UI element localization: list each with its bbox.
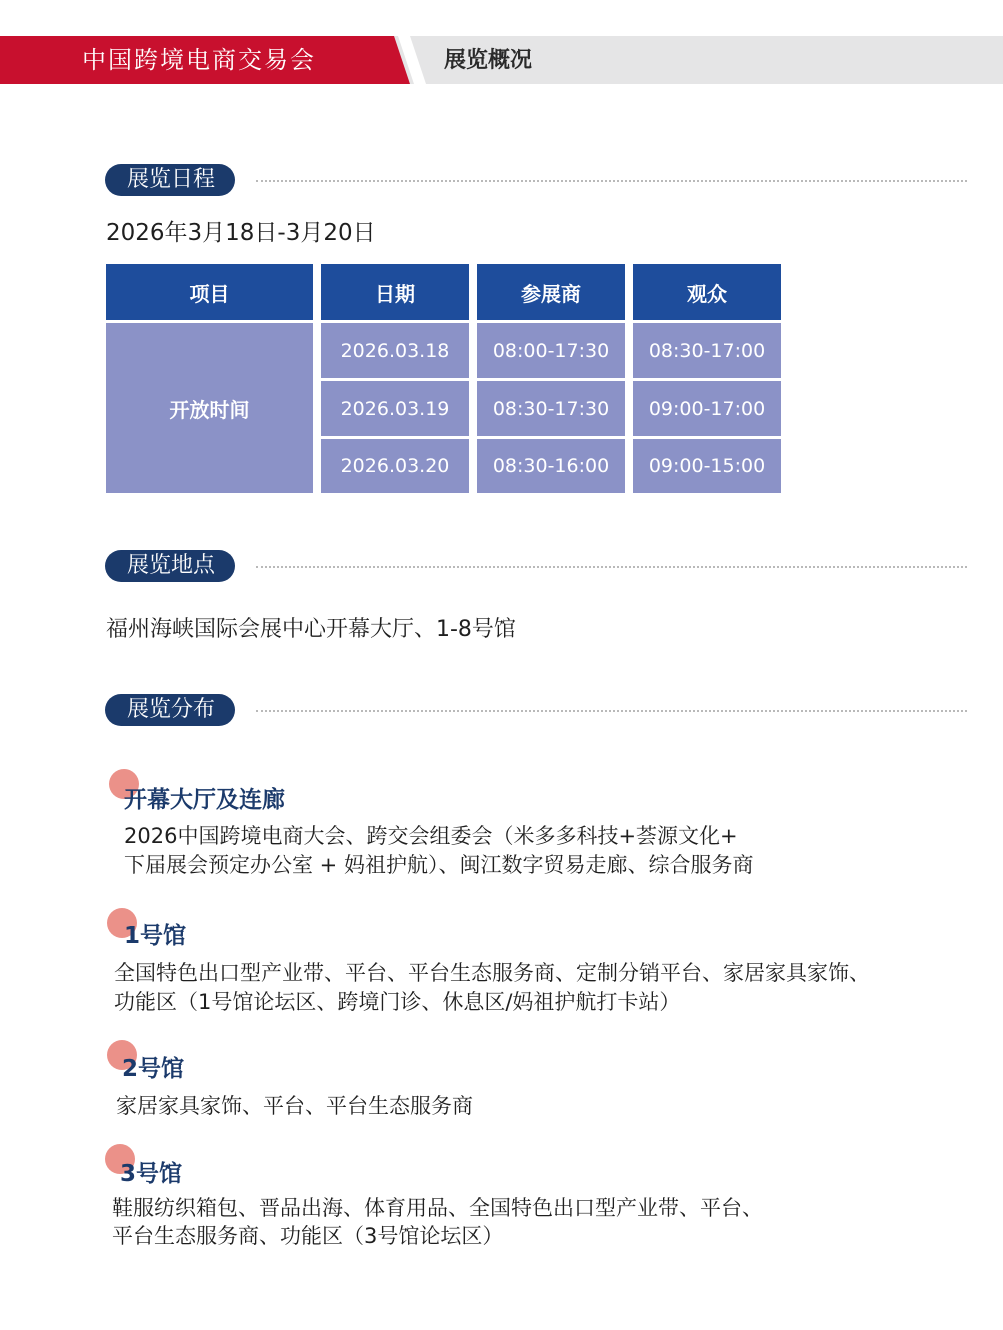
table-header-date: 日期	[321, 264, 469, 320]
hall-title: 1号馆	[124, 923, 187, 949]
table-cell-exhibitor: 08:30-16:00	[477, 439, 625, 493]
header-subtitle: 展览概况	[444, 48, 533, 73]
section-venue-heading: 展览地点	[105, 550, 235, 582]
hall-desc-line: 全国特色出口型产业带、平台、平台生态服务商、定制分销平台、家居家具家饰、	[114, 961, 870, 985]
venue-address: 福州海峡国际会展中心开幕大厅、1-8号馆	[106, 617, 516, 642]
table-cell-date: 2026.03.20	[321, 439, 469, 493]
table-header-item: 项目	[106, 264, 313, 320]
schedule-date-range: 2026年3月18日-3月20日	[106, 220, 376, 246]
hall-title: 开幕大厅及连廊	[124, 787, 285, 813]
section-distribution-heading: 展览分布	[105, 694, 235, 726]
table-cell-visitor: 08:30-17:00	[633, 323, 781, 378]
hall-title: 2号馆	[122, 1056, 185, 1082]
table-cell-exhibitor: 08:00-17:30	[477, 323, 625, 378]
table-header-visitor: 观众	[633, 264, 781, 320]
hall-desc-line: 鞋服纺织箱包、晋品出海、体育用品、全国特色出口型产业带、平台、	[112, 1196, 763, 1220]
table-cell-date: 2026.03.18	[321, 323, 469, 378]
hall-desc-line: 家居家具家饰、平台、平台生态服务商	[116, 1094, 473, 1118]
section-divider	[256, 180, 967, 182]
section-divider	[256, 566, 967, 568]
header-title: 中国跨境电商交易会	[82, 46, 316, 74]
hall-desc-line: 下届展会预定办公室 + 妈祖护航）、闽江数字贸易走廊、综合服务商	[124, 853, 754, 877]
table-cell-exhibitor: 08:30-17:30	[477, 381, 625, 436]
hall-desc-line: 平台生态服务商、功能区（3号馆论坛区）	[112, 1224, 504, 1248]
section-schedule-heading: 展览日程	[105, 164, 235, 196]
table-row-label: 开放时间	[106, 323, 313, 493]
section-divider	[256, 710, 967, 712]
hall-desc-line: 2026中国跨境电商大会、跨交会组委会（米多多科技+荟源文化+	[124, 824, 738, 848]
table-cell-visitor: 09:00-15:00	[633, 439, 781, 493]
hall-title: 3号馆	[120, 1161, 183, 1187]
table-cell-visitor: 09:00-17:00	[633, 381, 781, 436]
table-cell-date: 2026.03.19	[321, 381, 469, 436]
table-header-exhibitor: 参展商	[477, 264, 625, 320]
hall-desc-line: 功能区（1号馆论坛区、跨境门诊、休息区/妈祖护航打卡站）	[114, 990, 681, 1014]
